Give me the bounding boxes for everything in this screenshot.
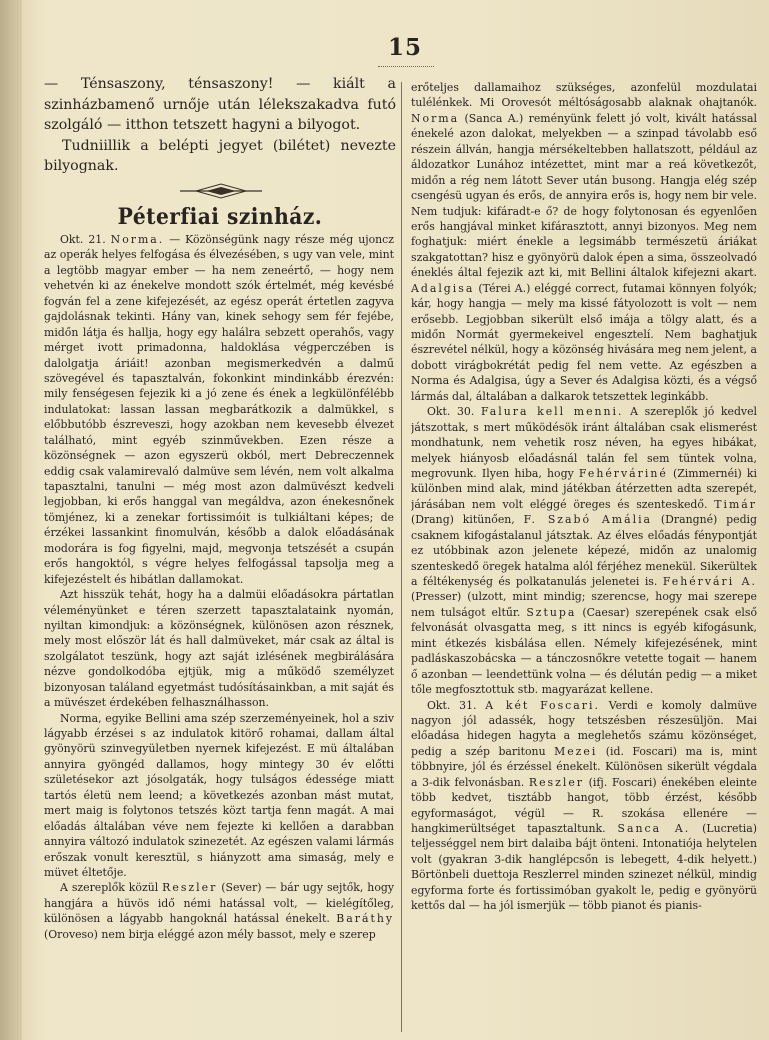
performer-name: Timár (714, 497, 757, 511)
review-text: (ifj. Foscari) énekében eleinte több kedvet, tisztább hangot, több érzést, később egyformaságot, végül — R. szokása ellenére — hangkimerültséget tapasztaltunk. (411, 775, 757, 835)
performer-name: Fehérváriné (578, 466, 668, 480)
intro-paragraph-2: Tudniillik a belépti jegyet (bilétet) nevezte bilyognak. (44, 137, 396, 174)
review-play-title: A két Foscari. (485, 698, 600, 712)
review-text: (Drangné) pedig csaknem kifogástalanul játsztak. Az élves előadás fénypontját ez utóbbinak azon jelenete képezé, midőn az unalomig szenteskedő öregek hatalma alól férjéhez menekül. Sikerültek a féltékenység és polkatanulás jelenetei is. (411, 513, 757, 588)
review-text: (Zimmernéi) ki különben mind alak, mind játékban átérzetten adta szerepét, járásában nem volt eléggé öreges és szenteskedő. (411, 466, 757, 511)
review-paragraph (411, 80, 757, 404)
review-falura (411, 404, 757, 697)
review-text: (Térei A.) eléggé correct, futamai könnyen folyók; kár, hogy hangja — mely ma kissé fátyolozott is volt — nem erősebb. Legjobban sikerült első imája a tölgy alatt, és a midőn Normát gyermekeivel engesztelí. Nem baghatjuk észrevétel nélkül, hogy a közönség hivására meg nem jelent, a dobott virágbokrétát pedig fel nem vette. Az egészben a Norma és Adalgisa, úgy a Sever és Adalgisa közti, és a végső lármás dal, általában a dalkarok tetszettek leginkább. (411, 281, 757, 403)
review-text: (id. Foscari) ma is, mint többnyire, jól és érzéssel énekelt. Különösen sikerült végdala a 3-dik felvonásban. (411, 744, 757, 789)
review-text: A szereplők közül (60, 881, 159, 895)
review-date: Okt. 31. (427, 698, 477, 712)
page-number: 15 (387, 34, 422, 61)
review-norma (44, 232, 394, 587)
review-paragraph: Norma, egyike Bellini ama szép szerzeményeinek, hol a sziv lágyabb érzései s az indulatok kitörő rohamai, dallam által gyönyörü szinvegyületben nyernek kifejezést. E mü általában annyira gyöngéd dallamos, hogy mintegy 30 év előtti születésekor azt jósolgaták, hogy tulságos édessége miatt tartós életü nem leend; a következés azonban mást mutat, mert maig is folytonos tetszés közt tartja fenn magát. A mai előadás általában véve nem fejezte ki kellően a darabban annyira változó indulatok szinezetét. Az egészen valami lármás erőszak vonult keresztül, s hiányzott ama simaság, mely e müvet éltetője. (44, 711, 394, 879)
review-text: (Sever) — bár ugy sejtők, hogy hangjára a hüvös idő némi hatással volt, — kielégítőleg, különösen a lágyabb hangoknál hatással énekelt. (44, 881, 394, 926)
left-column (44, 232, 394, 1038)
review-text: (Lucretia) teljességgel nem birt dalaiba bájt önteni. Intonatiója helytelen volt (gyakran 3-dik hanglépcsőn is lebegett, 4-dik helyett.) Börtönbeli duettoja Reszlerrel minden szinezet nélkül, mindig egyforma forte és fortissimóban gyakolt le, pedig e gyönyörü kettős dal — ha jól ismerjük — több pianot és pianis- (411, 822, 757, 913)
review-date: Okt. 21. (60, 233, 106, 246)
review-text: (Presser) (ulzott, mint mindig; szerencse, hogy mai szerepe nem tulságot eltűr. (411, 590, 757, 619)
review-text: (Oroveso) nem birja eléggé azon mély bassot, mely e szerep (44, 927, 376, 941)
performer-name: Norma (411, 111, 460, 125)
performer-name: Reszler (162, 881, 218, 895)
review-text: (Drang) kitünően, (411, 513, 515, 527)
performer-name: Reszler (528, 775, 584, 789)
performer-name: Fehérvári A. (662, 575, 757, 588)
column-divider (401, 82, 402, 1032)
intro-anecdote (44, 74, 396, 177)
performer-name: Mezei (554, 744, 598, 758)
performer-name: Baráthy (336, 912, 394, 926)
ornament-divider-icon (176, 180, 266, 202)
page-binding-edge (0, 0, 22, 1040)
review-text: A szereplők jó kedvel játszottak, s mert működésök iránt általában csak elismerést mondhatunk, nem vehetik rosz néven, ha egyes hibákat, melyek hiányosb előadásnál talán fel sem tüntek volna, megrovunk. Ilyen hiba, hogy (411, 405, 757, 480)
performer-name: F. Szabó Amália (523, 513, 653, 527)
review-play-title: Norma. (110, 233, 165, 246)
performer-name: Sanca A. (617, 822, 691, 835)
review-paragraph (44, 880, 394, 942)
right-column (411, 80, 757, 1038)
performer-name: Adalgisa (411, 281, 475, 295)
review-play-title: Falura kell menni. (480, 405, 624, 419)
section-title: Péterfiai szinház. (117, 204, 323, 230)
review-text: (Caesar) szerepének csak első felvonását olvasgatta meg, s itt nincs is egyéb kifogásunk, mint étkezés kisbálása ellen. Némely kifejezésének, mint padláskaszobácska — a tánczosnőkre vetette togait — hanem ő azonban — leendettünk volna — és délután pedig — a miket tőle megfosztottuk stb. magyarázat kellene. (411, 605, 757, 697)
review-text: — Közönségünk nagy része még ujoncz az operák helyes felfogása és élvezésében, s ugy van vele, mint a legtöbb magyar ember — ha nem zeneértő, — hogy nem vehetvén ki az énekelve mondott szók értelmét, még kevésbé fogván fel a zene kifejezését, az egész operát értetlen zagyva gajdolásnak tekinti. Hány van, kinek sehogy sem fér fejébe, midőn látja és hallja, hogy egy halálra sebzett operahős, vagy mérget ivott primadonna, haldoklása végperczében is dalolgatja áriáit! azonban megismerkedvén a dalmű szövegével és tapasztalván, fokonkint mindinkább érezvén: mily fenségesen fejezik ki a jó zene és ének a legkülönfélébb indulatokat: lassan lassan megbarátkozik a dalmükkel, s előbbutóbb észreveszi, hogy azokban nem kevesebb élvezet található, mint egyéb szinművekben. Ezen része a közönségnek — azon egyszerü okból, mert Debreczennek eddig csak valamirevaló dalmüve sem lévén, nem volt alkalma tapasztalni, tanulni — még most azon dalmüvészt kedveli legjobban, ki erős hanggal van megáldva, azon énekesnőnek tömjénez, ki a zenekar fortissimóit is tulkiáltani képes; de érzékei lassankint finomulván, később a dalok előadásának modorára is fog figyelni, majd, megvonja tetszését a csupán erős hangoktól, s végre helyes felfogással tapsolja meg a kifejezéstelt és hibátlan dallamokat. (44, 233, 394, 586)
page-number-rule (378, 62, 434, 67)
review-date: Okt. 30. (427, 405, 475, 419)
performer-name: Sztupa (526, 605, 577, 619)
review-text: erőteljes dallamaihoz szükséges, azonfelül mozdulatai tulélénkek. Mi Orovesót méltóságosabb alaknak ohajtanók. (411, 81, 757, 110)
intro-paragraph-1: — Ténsaszony, ténsaszony! — kiált a szinházbamenő urnője után lélekszakadva futó szolgáló — itthon tetszett hagyni a bilyogot. (44, 76, 396, 133)
review-text: (Sanca A.) reményünk felett jó volt, kivált hatással énekelé azon dalokat, melyekben — a szinpad távolabb eső részein állván, hangja mérsékeltebben hallatszott, például az áldozatkor Lunához intézettet, mint mar a reá következőt, midőn a rég nem látott Sever után busong. Hangja elég szép csengésü ugyan és erős, de annyira erős is, hogy nem bir vele. Nem tudjuk: kifáradt-e ő? de hogy folytonosan és egyenlően erős hangjával minket kifárasztott, annyi bizonyos. Meg nem foghatjuk: miért énekle a legsimább természetü áriákat szakgatottan? hisz e gyönyörü dalok épen a sima, összeolvadó éneklés által fejezik azt ki, mit Bellini általok kifejezni akart. (411, 111, 757, 280)
review-paragraph: Azt hisszük tehát, hogy ha a dalmüi előadásokra pártatlan véleményünket e téren szerzett tapasztalataink nyomán, nyiltan kimondjuk: a közönségnek, különösen azon résznek, mely most először lát és hall dalmüveket, már csak az által is szolgálatot teszünk, hogy azt saját izlésének megbirálására nézve gondolkodóba ejtjük, mig a működő személyzet bizonyosan találand egyetmást tudósításainkban, a mit saját és a müvészet érdekében felhasználhasson. (44, 588, 394, 710)
review-foscari (411, 698, 757, 914)
review-text: Verdi e komoly dalmüve nagyon jól adassék, hogy tetszésben részesüljön. Mai előadása hidegen hagyta a meglehetős számu közönséget, pedig a szép baritonu (411, 698, 757, 758)
